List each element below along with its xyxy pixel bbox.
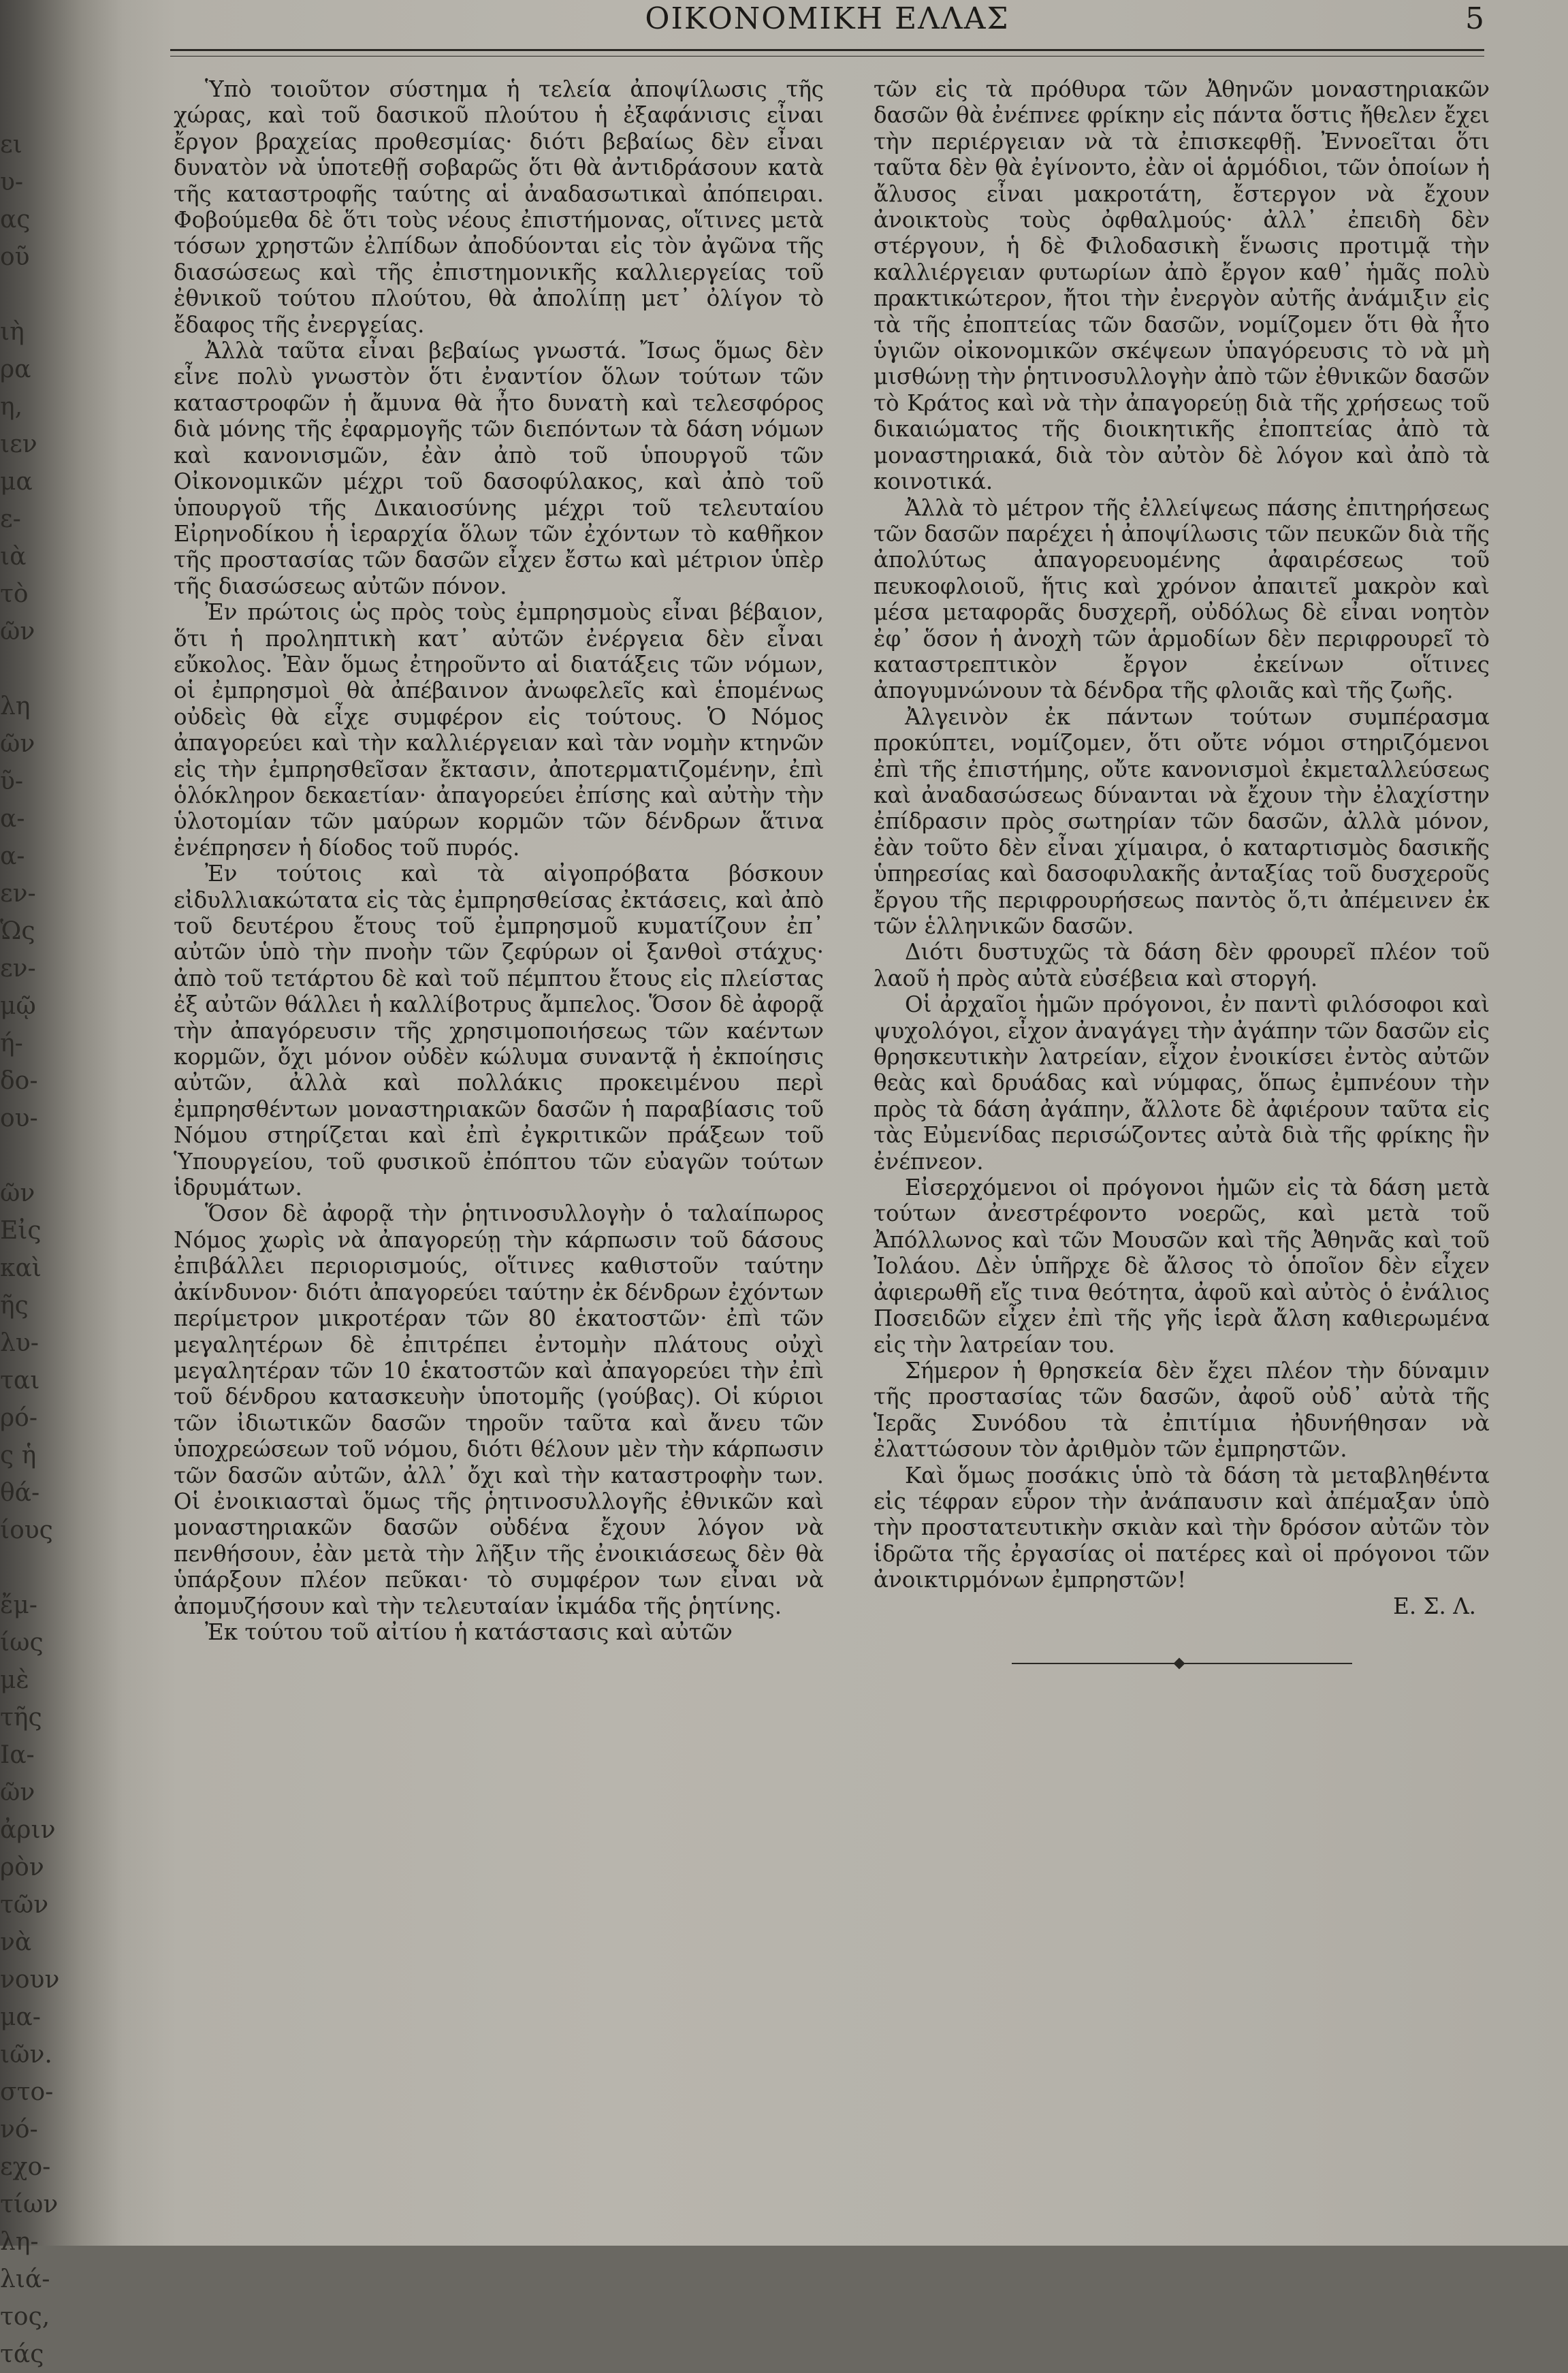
previous-page-fragment: ῶν — [0, 618, 35, 646]
previous-page-fragment: καὶ — [0, 1254, 42, 1282]
paragraph: Ὑπὸ τοιοῦτον σύστημα ἡ τελεία ἀποψίλωσις τῆς χώρας, καὶ τοῦ δασικοῦ πλούτου ἡ ἐξαφάνισις εἶναι ἔργον βραχείας προθεσμίας· διότι βεβαίως δὲν εἶναι δυνατὸν νὰ ὑποτεθῇ σοβαρῶς ὅτι θὰ ἀντιδράσουν κατὰ τῆς καταστροφῆς ταύτης αἱ ἀναδασωτικαὶ ἀπόπειραι. Φοβούμεθα δὲ ὅτι τοὺς νέους ἐπιστήμονας, οἵτινες μετὰ τόσων χρηστῶν ἐλπίδων ἀποδύονται εἰς τὸν ἀγῶνα τῆς διασώσεως καὶ τῆς ἐπιστημονικῆς καλλιεργείας τοῦ ἐθνικοῦ τούτου πλούτου, θὰ ἀπολίπῃ μετ᾽ ὀλίγον τὸ ἔδαφος τῆς ἐνεργείας. — [174, 76, 824, 338]
previous-page-fragment: ίως — [0, 1629, 44, 1657]
previous-page-fragment: ς ἡ — [0, 1442, 37, 1469]
previous-page-fragment: Ὡς — [0, 917, 35, 945]
previous-page-fragment — [0, 1549, 27, 1587]
previous-page-fragment: α- — [0, 842, 25, 870]
previous-page-fragment: νό- — [0, 2116, 38, 2144]
previous-page-fragment: λη- — [0, 2228, 39, 2256]
paragraph: Ἀλγεινὸν ἐκ πάντων τούτων συμπέρασμα προκύπτει, νομίζομεν, ὅτι οὔτε νόμοι στηριζόμενοι ἐπὶ τῆς ἐπιστήμης, οὔτε κανονισμοὶ ἐκμεταλλεύσεως καὶ ἀναδασώσεως δύνανται νὰ ἔχουν τὴν ἐλαχίστην ἐπίδρασιν πρὸς σωτηρίαν τῶν δασῶν, ἀλλὰ μόνον, ἐὰν τοῦτο δὲν εἶναι χίμαιρα, ὁ καταρτισμὸς δασικῆς ὑπηρεσίας καὶ δασοφυλακῆς ἀνταξίας τοῦ δυσχεροῦς ἔργου τῆς περιφρουρήσεως παντὸς ὅ,τι ἀπέμεινεν ἐκ τῶν ἑλληνικῶν δασῶν. — [874, 703, 1490, 939]
paragraph: Ἀλλὰ ταῦτα εἶναι βεβαίως γνωστά. Ἴσως ὅμως δὲν εἶνε πολὺ γνωστὸν ὅτι ἐναντίον ὅλων τούτων τῶν καταστροφῶν ἡ ἄμυνα θὰ ἦτο δυνατὴ καὶ τελεσφόρος διὰ μόνης τῆς ἐφαρμογῆς τῶν διεπόντων τὰ δάση νόμων καὶ κανονισμῶν, ἐὰν ἀπὸ τοῦ ὑπουργοῦ τῶν Οἰκονομικῶν μέχρι τοῦ δασοφύλακος, καὶ ἀπὸ τοῦ ὑπουργοῦ τῆς Δικαιοσύνης μέχρι τοῦ τελευταίου Εἰρηνοδίκου ἡ ἱεραρχία ὅλων τῶν ἐχόντων τὸ καθῆκον τῆς προστασίας τῶν δασῶν εἶχεν ἔστω καὶ μέτριον ὑπὲρ τῆς διασώσεως αὐτῶν πόνον. — [174, 338, 824, 599]
page-number: 5 — [1465, 1, 1484, 36]
paragraph: Ἐν τούτοις καὶ τὰ αἰγοπρόβατα βόσκουν εἰδυλλιακώτατα εἰς τὰς ἐμπρησθείσας ἐκτάσεις, καὶ ἀπὸ τοῦ δευτέρου ἔτους τοῦ ἐμπρησμοῦ κυματίζουν ἐπ᾽ αὐτῶν ὑπὸ τὴν πνοὴν τῶν ζεφύρων οἱ ξανθοὶ στάχυς· ἀπὸ τοῦ τετάρτου δὲ καὶ τοῦ πέμπτου ἔτους εἰς πλείστας ἐξ αὐτῶν θάλλει ἡ καλλίβοτρυς ἄμπελος. Ὅσον δὲ ἀφορᾷ τὴν ἀπαγόρευσιν τῆς χρησιμοποιήσεως τῶν καέντων κορμῶν, ὄχι μόνον οὐδὲν κώλυμα συναντᾷ ἡ ἐκποίησις αὐτῶν, ἀλλὰ καὶ πολλάκις προκειμένου περὶ ἐμπρησθέντων μοναστηριακῶν δασῶν ἡ παραβίασις τοῦ Νόμου στηρίζεται καὶ ἐπὶ ἐγκριτικῶν πράξεων τοῦ Ὑπουργείου, τοῦ φυσικοῦ ἐπόπτου τῶν εὐαγῶν τούτων ἱδρυμάτων. — [174, 861, 824, 1201]
previous-page-fragment: ρὸν — [0, 1853, 44, 1881]
previous-page-fragment: ῆς — [0, 1292, 29, 1320]
author-signature: Ε. Σ. Λ. — [1393, 1593, 1476, 1619]
previous-page-edge — [0, 89, 60, 2368]
previous-page-fragment: στο- — [0, 2078, 54, 2106]
previous-page-fragment: υ- — [0, 168, 24, 196]
paragraph: Εἰσερχόμενοι οἱ πρόγονοι ἡμῶν εἰς τὰ δάση μετὰ τούτων ἀνεστρέφοντο νοερῶς, καὶ μετὰ τοῦ Ἀπόλλωνος καὶ τῶν Μουσῶν καὶ τῆς Ἀθηνᾶς καὶ τοῦ Ἰολάου. Δὲν ὑπῆρχε δὲ ἄλσος τὸ ὁποῖον δὲν εἶχεν ἀφιερωθῆ εἴς τινα θεότητα, ἀφοῦ καὶ αὐτὸς ὁ ἐνάλιος Ποσειδῶν εἶχεν ἐπὶ τῆς γῆς ἱερὰ ἄλση καθιερωμένα εἰς τὴν λατρείαν του. — [874, 1175, 1490, 1358]
previous-page-fragment: ἀριν — [0, 1816, 56, 1844]
previous-page-fragment: τίων — [0, 2191, 59, 2218]
previous-page-fragment: ἔμ- — [0, 1591, 37, 1619]
previous-page-fragment: θά- — [0, 1479, 40, 1507]
previous-page-fragment: ή- — [0, 1030, 23, 1057]
previous-page-fragment: ιὰ — [0, 543, 27, 571]
header-rule-thick — [170, 49, 1484, 51]
previous-page-fragment: Εἰς — [0, 1217, 42, 1245]
paragraph: Ὅσον δὲ ἀφορᾷ τὴν ῥητινοσυλλογὴν ὁ ταλαίπωρος Νόμος χωρὶς νὰ ἀπαγορεύῃ τὴν κάρπωσιν τοῦ δάσους ἐπιβάλλει περιορισμούς, οἵτινες καθιστοῦν ταύτην ἀκίνδυνον· διότι ἀπαγορεύει ταύτην ἐκ δένδρων ἐχόντων περίμετρον μικροτέραν τῶν 80 ἑκατοστῶν· ἐπὶ τῶν μεγαλητέρων δὲ ἐπιτρέπει ἐντομὴν πλάτους οὐχὶ μεγαλητέραν τῶν 10 ἑκατοστῶν καὶ ἀπαγορεύει τὴν ἐπὶ τοῦ δένδρου κατασκευὴν ὑποτομῆς (γούβας). Οἱ κύριοι τῶν ἰδιωτικῶν δασῶν τηροῦν ταῦτα καὶ ἄνευ τῶν ὑποχρεώσεων τοῦ νόμου, διότι θέλουν μὲν τὴν κάρπωσιν τῶν δασῶν αὐτῶν, ἀλλ᾽ ὄχι καὶ τὴν καταστροφὴν των. Οἱ ἐνοικιασταὶ ὅμως τῆς ῥητινοσυλλογῆς ἐθνικῶν καὶ μοναστηριακῶν δασῶν οὐδένα ἔχουν λόγον νὰ πενθήσουν, ἐὰν μετὰ τὴν λῆξιν τῆς ἐνοικιάσεως δὲν θὰ ὑπάρξουν πλέον πεῦκαι· τὸ συμφέρον των εἶναι νὰ ἀπομυζήσουν καὶ τὴν τελευταίαν ἰκμάδα τῆς ῥητίνης. — [174, 1200, 824, 1619]
previous-page-fragment: μα — [0, 468, 33, 496]
paragraph: Σήμερον ἡ θρησκεία δὲν ἔχει πλέον τὴν δύναμιν τῆς προστασίας τῶν δασῶν, ἀφοῦ οὐδ᾽ αὐτὰ τῆς Ἱερᾶς Συνόδου τὰ ἐπιτίμια ἠδυνήθησαν νὰ ἐλαττώσουν τὸν ἀριθμὸν τῶν ἐμπρηστῶν. — [874, 1357, 1490, 1463]
previous-page-fragment: λιά- — [0, 2265, 50, 2293]
previous-page-fragment: ει — [0, 131, 22, 159]
previous-page-fragment: η, — [0, 393, 23, 421]
previous-page-fragment: τὸ — [0, 580, 29, 608]
previous-page-fragment: δο- — [0, 1067, 38, 1095]
article-end-rule — [1012, 1663, 1352, 1664]
previous-page-fragment: ας — [0, 206, 31, 234]
previous-page-fragment: τῆς — [0, 1704, 42, 1732]
previous-page-fragment: ε- — [0, 505, 21, 533]
previous-page-fragment: ῶν — [0, 1179, 35, 1207]
paragraph: τῶν εἰς τὰ πρόθυρα τῶν Ἀθηνῶν μοναστηριακῶν δασῶν θὰ ἐνέπνεε φρίκην εἰς πάντα ὅστις ἤθελεν ἔχει τὴν περιέργειαν νὰ τὰ ἐπισκεφθῇ. Ἐννοεῖται ὅτι ταῦτα δὲν θὰ ἐγίνοντο, ἐὰν οἱ ἁρμόδιοι, τῶν ὁποίων ἡ ἄλυσος εἶναι μακροτάτη, ἔστεργον νὰ ἔχουν ἀνοικτοὺς τοὺς ὀφθαλμούς· ἀλλ᾽ ἐπειδὴ δὲν στέργουν, ἡ δὲ Φιλοδασικὴ ἕνωσις προτιμᾷ τὴν καλλιέργειαν φυτωρίων ἀπὸ ἔργον καθ᾽ ἡμᾶς πολὺ πρακτικώτερον, ἤτοι τὴν ἐνεργὸν αὐτῆς ἀνάμιξιν εἰς τὰ τῆς ἐποπτείας τῶν δασῶν, νομίζομεν ὅτι θὰ ἦτο ὑγιῶν οἰκονομικῶν σκέψεων ὑπαγόρευσις τὸ νὰ μὴ μισθώνῃ τὴν ῥητινοσυλλογὴν ἀπὸ τῶν ἐθνικῶν δασῶν τὸ Κράτος καὶ νὰ τὴν ἀπαγορεύῃ διὰ τῆς χρήσεως τοῦ δικαιώματος τῆς διοικητικῆς ἐποπτείας ἀπὸ τὰ μοναστηριακά, διὰ τὸν αὐτὸν δὲ λόγον καὶ ἀπὸ τὰ κοινοτικά. — [874, 76, 1490, 495]
header-rule-thin — [170, 56, 1484, 57]
previous-page-fragment: εν- — [0, 955, 36, 983]
previous-page-fragment — [0, 276, 27, 313]
paragraph: Οἱ ἀρχαῖοι ἡμῶν πρόγονοι, ἐν παντὶ φιλόσοφοι καὶ ψυχολόγοι, εἶχον ἀναγάγει τὴν ἀγάπην τῶν δασῶν εἰς θρησκευτικὴν λατρείαν, εἶχον ἐνοικίσει ἐντὸς αὐτῶν θεὰς καὶ δρυάδας καὶ νύμφας, ὅπως ἐμπνέουν τὴν πρὸς τὰ δάση ἀγάπην, ἄλλοτε δὲ ἀφιέρουν ταῦτα εἰς τὰς Εὐμενίδας περισώζοντες αὐτὰ διὰ τῆς φρίκης ἣν ἐνέπνεον. — [874, 991, 1490, 1175]
previous-page-fragment: μὲ — [0, 1666, 29, 1694]
page-header — [170, 0, 1484, 41]
previous-page-fragment: ιῶν. — [0, 2041, 52, 2069]
previous-page-fragment — [0, 650, 27, 688]
previous-page-fragment: οῦ — [0, 243, 30, 271]
previous-page-fragment: μα- — [0, 2003, 41, 2031]
previous-page-fragment: ιὴ — [0, 318, 25, 346]
paragraph: Καὶ ὅμως ποσάκις ὑπὸ τὰ δάση τὰ μεταβληθέντα εἰς τέφραν εὗρον τὴν ἀνάπαυσιν καὶ ἀπέμαξαν ὑπὸ τὴν προστατευτικὴν σκιὰν καὶ τὴν δρόσον αὐτῶν τὸν ἱδρῶτα τῆς ἐργασίας οἱ πατέρες καὶ οἱ πρόγονοι τῶν ἀνοικτιρμόνων ἐμπρηστῶν! — [874, 1462, 1490, 1593]
previous-page-fragment: ίους — [0, 1516, 53, 1544]
paragraph: Ἀλλὰ τὸ μέτρον τῆς ἐλλείψεως πάσης ἐπιτηρήσεως τῶν δασῶν παρέχει ἡ ἀποψίλωσις τῶν πευκῶν διὰ τῆς ἀπολύτως ἀπαγορευομένης ἀφαιρέσεως τοῦ πευκοφλοιοῦ, ἥτις καὶ χρόνον ἀπαιτεῖ μακρὸν καὶ μέσα μεταφορᾶς δυσχερῆ, οὐδόλως δὲ εἶναι νοητὸν ἐφ᾽ ὅσον ἡ ἀνοχὴ τῶν ἁρμοδίων δὲν περιφρουρεῖ τὸ καταστρεπτικὸν ἔργον ἐκείνων οἵτινες ἀπογυμνώνουν τὰ δένδρα τῆς φλοιᾶς καὶ τῆς ζωῆς. — [874, 494, 1490, 704]
previous-page-fragment: λη — [0, 692, 31, 720]
previous-page-fragment: νὰ — [0, 1928, 32, 1956]
previous-page-fragment: ῶν — [0, 730, 35, 758]
previous-page-fragment: εχο- — [0, 2153, 51, 2181]
previous-page-fragment: τῶν — [0, 1891, 49, 1919]
paragraph: Ἐκ τούτου τοῦ αἰτίου ἡ κατάστασις καὶ αὐτῶν — [205, 1619, 733, 1645]
previous-page-fragment: εν- — [0, 880, 36, 908]
previous-page-fragment: μῷ — [0, 992, 36, 1020]
previous-page-fragment: ιεν — [0, 430, 37, 458]
previous-page-fragment: ῦ- — [0, 767, 24, 795]
previous-page-fragment: ῶν — [0, 1779, 35, 1806]
previous-page-fragment: ται — [0, 1367, 40, 1395]
previous-page-fragment: Ια- — [0, 1741, 35, 1769]
paragraph: Ἐν πρώτοις ὡς πρὸς τοὺς ἐμπρησμοὺς εἶναι βέβαιον, ὅτι ἡ προληπτικὴ κατ᾽ αὐτῶν ἐνέργεια δὲν εἶναι εὔκολος. Ἐὰν ὅμως ἐτηροῦντο αἱ διατάξεις τῶν νόμων, οἱ ἐμπρησμοὶ θὰ ἀπέβαινον ἀνωφελεῖς καὶ ἑπομένως οὐδεὶς θὰ εἶχε συμφέρον εἰς τούτους. Ὁ Νόμος ἀπαγορεύει καὶ τὴν καλλιέργειαν καὶ τὰν νομὴν κτηνῶν εἰς τὴν ἐμπρησθεῖσαν ἔκτασιν, ἀποτερματιζομένην, ἐπὶ ὁλόκληρον δεκαετίαν· ἀπαγορεύει ἐπίσης καὶ αὐτὴν τὴν ὑλοτομίαν τῶν μαύρων κορμῶν τῶν δένδρων ἅτινα ἐνέπρησεν ἡ δίοδος τοῦ πυρός. — [174, 599, 824, 861]
paragraph: Διότι δυστυχῶς τὰ δάση δὲν φρουρεῖ πλέον τοῦ λαοῦ ἡ πρὸς αὐτὰ εὐσέβεια καὶ στοργή. — [874, 939, 1490, 991]
previous-page-fragment: α- — [0, 805, 25, 833]
previous-page-fragment — [0, 1137, 27, 1175]
previous-page-fragment — [0, 89, 27, 126]
previous-page-fragment: νουν — [0, 1966, 60, 1994]
previous-page-fragment: τος, — [0, 2303, 50, 2331]
right-column — [874, 76, 1490, 1664]
previous-page-fragment: ου- — [0, 1104, 38, 1132]
left-column — [174, 76, 824, 1645]
previous-page-fragment: ρό- — [0, 1404, 38, 1432]
previous-page-fragment: ρα — [0, 355, 31, 383]
running-title: ΟΙΚΟΝΟΜΙΚΗ ΕΛΛΑΣ — [645, 1, 1010, 36]
previous-page-fragment: τάς — [0, 2340, 44, 2368]
previous-page-fragment: λυ- — [0, 1329, 39, 1357]
